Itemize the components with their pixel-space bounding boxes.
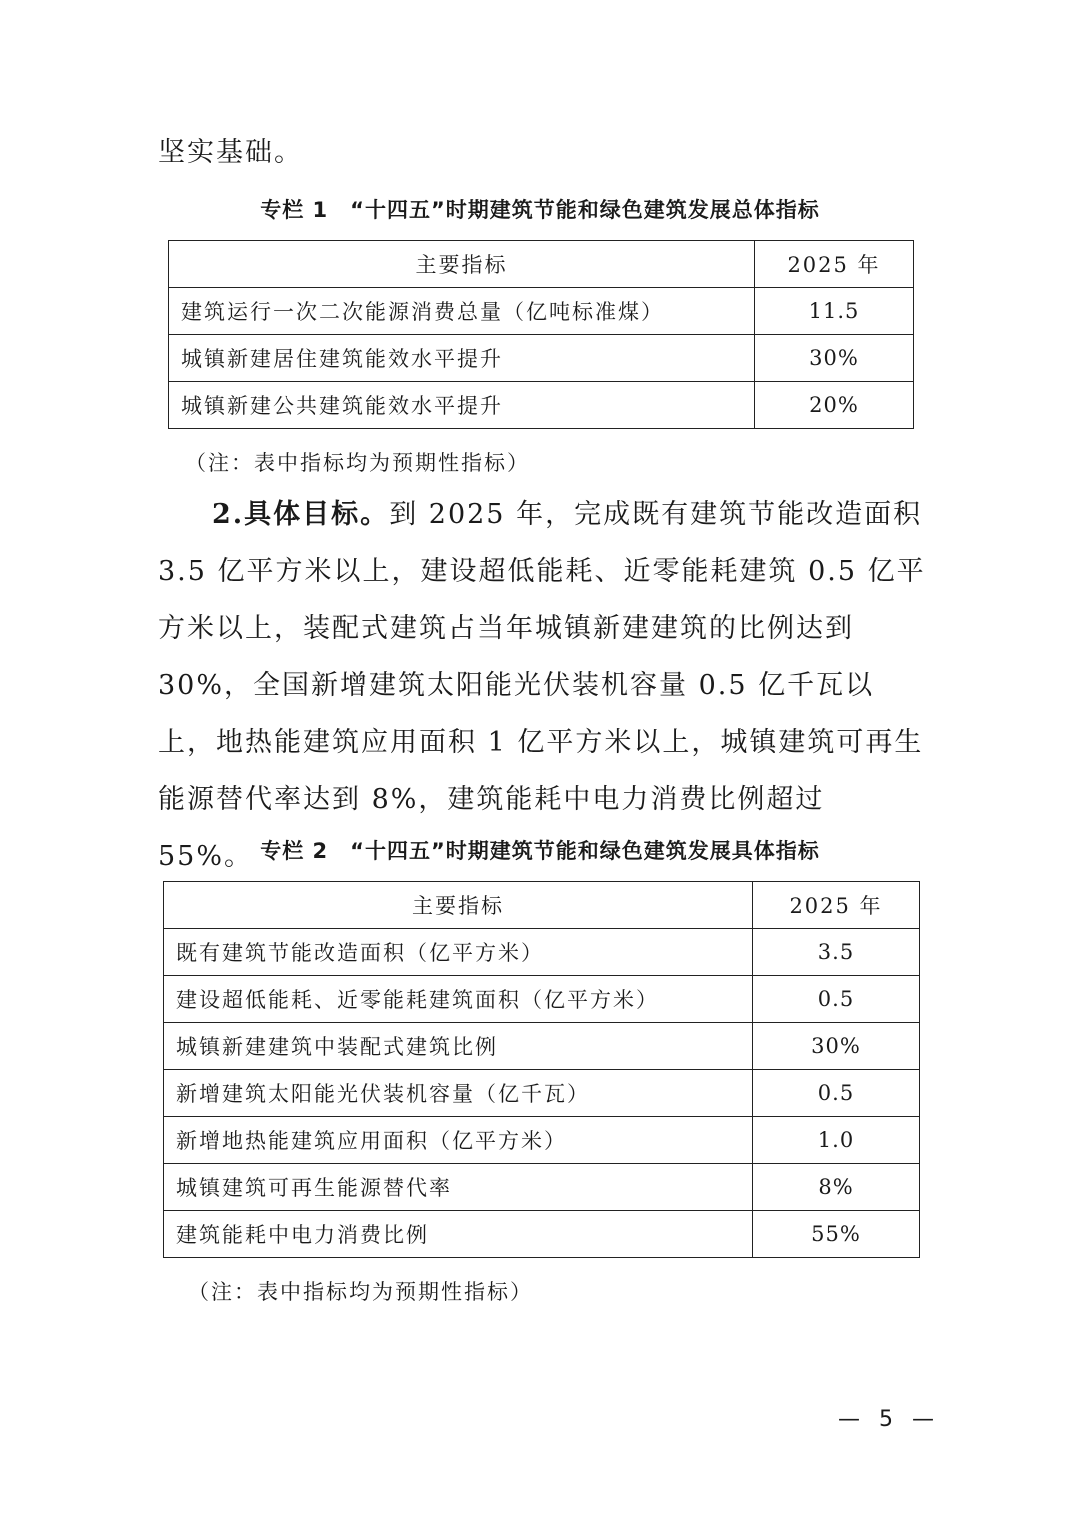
box1-note: （注：表中指标均为预期性指标） <box>185 451 530 475</box>
indicator-cell: 新增地热能建筑应用面积（亿平方米） <box>164 1117 753 1164</box>
indicator-cell: 建筑运行一次二次能源消费总量（亿吨标准煤） <box>169 288 755 335</box>
indicator-cell: 既有建筑节能改造面积（亿平方米） <box>164 929 753 976</box>
value-cell: 30% <box>755 335 914 382</box>
header-year: 2025 年 <box>755 241 914 288</box>
table-row <box>164 1117 920 1164</box>
value-cell: 0.5 <box>753 976 920 1023</box>
table-row <box>164 976 920 1023</box>
box1-title: “十四五”时期建筑节能和绿色建筑发展总体指标 <box>350 198 820 222</box>
page-number: — 5 — <box>838 1407 940 1432</box>
table-header-row <box>164 882 920 929</box>
value-cell: 11.5 <box>755 288 914 335</box>
table-row <box>164 1023 920 1070</box>
table-row <box>164 1070 920 1117</box>
header-year: 2025 年 <box>753 882 920 929</box>
box1-table <box>168 240 914 429</box>
header-indicator: 主要指标 <box>169 241 755 288</box>
value-cell: 1.0 <box>753 1117 920 1164</box>
section2-paragraph <box>158 486 928 885</box>
table-row <box>169 288 914 335</box>
value-cell: 8% <box>753 1164 920 1211</box>
indicator-cell: 新增建筑太阳能光伏装机容量（亿千瓦） <box>164 1070 753 1117</box>
indicator-cell: 建设超低能耗、近零能耗建筑面积（亿平方米） <box>164 976 753 1023</box>
indicator-cell: 城镇新建建筑中装配式建筑比例 <box>164 1023 753 1070</box>
indicator-cell: 城镇建筑可再生能源替代率 <box>164 1164 753 1211</box>
header-indicator: 主要指标 <box>164 882 753 929</box>
table-row <box>169 335 914 382</box>
value-cell: 30% <box>753 1023 920 1070</box>
table-header-row <box>169 241 914 288</box>
box2-title: “十四五”时期建筑节能和绿色建筑发展具体指标 <box>350 839 820 863</box>
table-row <box>164 1211 920 1258</box>
box2-table <box>163 881 920 1258</box>
table-row <box>169 382 914 429</box>
box2-note: （注：表中指标均为预期性指标） <box>188 1280 533 1304</box>
value-cell: 3.5 <box>753 929 920 976</box>
value-cell: 20% <box>755 382 914 429</box>
section2-body: 到 2025 年，完成既有建筑节能改造面积 3.5 亿平方米以上，建设超低能耗、近零能耗建筑 0.5 亿平方米以上，装配式建筑占当年城镇新建建筑的比例达到 30%，全国新增建筑太阳能光伏装机容量 0.5 亿千瓦以上，地热能建筑应用面积 1 亿平方米以上，城镇建筑可再生能源替代率达到 8%，建筑能耗中电力消费比例超过 55%。 <box>158 499 926 872</box>
indicator-cell: 城镇新建居住建筑能效水平提升 <box>169 335 755 382</box>
value-cell: 55% <box>753 1211 920 1258</box>
table-row <box>164 1164 920 1211</box>
box2-number: 专栏 2 <box>260 839 329 863</box>
table-row <box>164 929 920 976</box>
opening-line: 坚实基础。 <box>158 137 303 168</box>
indicator-cell: 城镇新建公共建筑能效水平提升 <box>169 382 755 429</box>
box1-number: 专栏 1 <box>260 198 329 222</box>
box2-caption <box>0 835 1080 865</box>
indicator-cell: 建筑能耗中电力消费比例 <box>164 1211 753 1258</box>
box1-caption <box>0 194 1080 224</box>
section2-heading: 2.具体目标。 <box>212 499 390 530</box>
value-cell: 0.5 <box>753 1070 920 1117</box>
